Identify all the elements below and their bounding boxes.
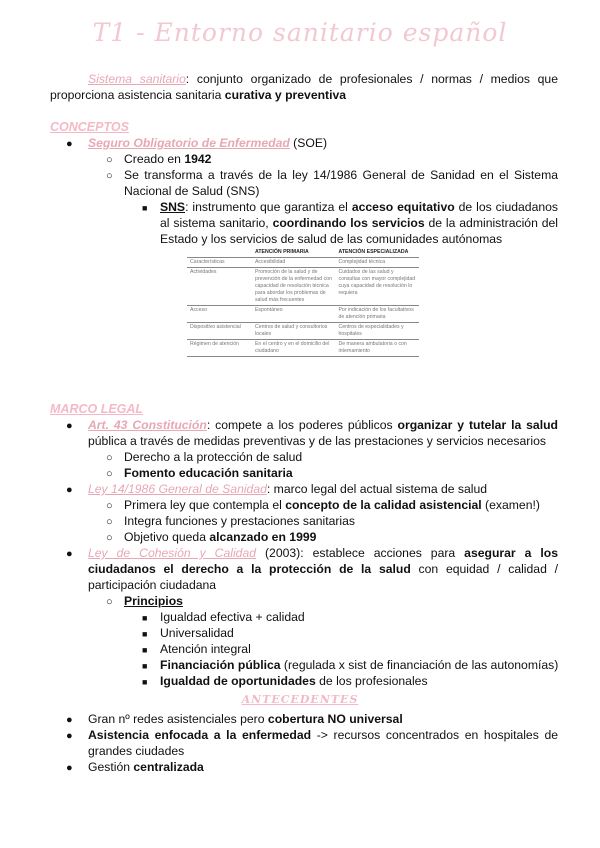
intro-line-1: Sistema sanitario: conjunto organizado de profesionales / normas / medios que [88, 72, 558, 86]
bullet-circle-icon: ○ [106, 500, 113, 512]
term-art43: Art. 43 Constitución [88, 418, 207, 432]
bullet-circle-icon: ○ [106, 596, 113, 608]
list-item-art43: Art. 43 Constitución: compete a los poderes públicos organizar y tutelar la salud [88, 418, 558, 432]
bullet-square-icon: ■ [142, 661, 148, 671]
table-cell: Centros de salud y consultorios locales [252, 323, 336, 340]
term-ley-cohesion: Ley de Cohesión y Calidad [88, 546, 257, 560]
term-sns: SNS [160, 200, 186, 214]
table-cell: De manera ambulatoria o con internamiento [335, 340, 419, 357]
term-soe: Seguro Obligatorio de Enfermedad [88, 136, 290, 150]
bullet-dot-icon: ● [66, 548, 73, 560]
list-item-sns-l3: Estado y los servicios de salud de las comunidades autónomas [160, 232, 503, 246]
table-cell: Espontáneo [252, 306, 336, 323]
bullet-circle-icon: ○ [106, 452, 113, 464]
table-cell: En el centro y en el domicilio del ciudadano [252, 340, 336, 357]
table-cell: Por indicación de los facultativos de atención primaria [335, 306, 419, 323]
table-cell: Régimen de atención [187, 340, 252, 357]
bullet-square-icon: ■ [142, 613, 148, 623]
table-header-row [187, 248, 419, 258]
list-item-cohesion-l3: participación ciudadana [88, 578, 217, 592]
list-item-principio-5: Igualdad de oportunidades de los profesionales [160, 674, 428, 688]
bullet-dot-icon: ● [66, 420, 73, 432]
list-item-cohesion-l2: ciudadanos el derecho a la protección de la salud con equidad / calidad / [88, 562, 558, 576]
table-row [187, 340, 419, 357]
list-item-cohesion: Ley de Cohesión y Calidad (2003): establece acciones para asegurar a los [88, 546, 558, 560]
list-item-transforma-cont: Nacional de Salud (SNS) [124, 184, 260, 198]
list-item-principio-4: Financiación pública (regulada x sist de financiación de las autonomías) [160, 658, 559, 672]
table-cell: Cuidados de las salud y consultas con mayor complejidad cuya capacidad de resolución lo requiera [335, 268, 419, 306]
bullet-dot-icon: ● [66, 484, 73, 496]
table-cell: Actividades [187, 268, 252, 306]
table-cell: Complejidad técnica [335, 258, 419, 268]
table-row [187, 323, 419, 340]
table-cell: Accesibilidad [252, 258, 336, 268]
table-header-cell: ATENCIÓN ESPECIALIZADA [335, 248, 419, 258]
bullet-circle-icon: ○ [106, 532, 113, 544]
list-item-fomento: Fomento educación sanitaria [124, 466, 293, 480]
bullet-square-icon: ■ [142, 203, 148, 213]
table-header-cell [187, 248, 252, 258]
table-row [187, 268, 419, 306]
section-heading-marco-legal: MARCO LEGAL [50, 402, 144, 416]
table-cell: Dispositivo asistencial [187, 323, 252, 340]
table-row [187, 306, 419, 323]
term-ley14: Ley 14/1986 General de Sanidad [88, 482, 267, 496]
bullet-square-icon: ■ [142, 629, 148, 639]
bullet-circle-icon: ○ [106, 468, 113, 480]
list-item-integra: Integra funciones y prestaciones sanitarias [124, 514, 356, 528]
intro-line-2: proporciona asistencia sanitaria curativa y preventiva [50, 88, 347, 102]
list-item-creado: Creado en 1942 [124, 152, 212, 166]
table-cell: Características [187, 258, 252, 268]
bullet-circle-icon: ○ [106, 170, 113, 182]
list-item-principio-3: Atención integral [160, 642, 251, 656]
sns-comparison-table [187, 248, 419, 357]
list-item-primera-ley: Primera ley que contempla el concepto de la calidad asistencial (examen!) [124, 498, 540, 512]
list-item-sns: SNS: instrumento que garantiza el acceso equitativo de los ciudadanos [160, 200, 558, 214]
list-item-principio-1: Igualdad efectiva + calidad [160, 610, 305, 624]
table-cell: Promoción de la salud y de prevención de la enfermedad con capacidad de resolución técnica para abordar los problemas de salud más frecuentes [252, 268, 336, 306]
list-item-objetivo: Objetivo queda alcanzado en 1999 [124, 530, 317, 544]
list-item-sns-l2: al sistema sanitario, coordinando los servicios de la administración del [160, 216, 558, 230]
list-item-antecedente-1: Gran nº redes asistenciales pero cobertura NO universal [88, 712, 403, 726]
list-item-soe: Seguro Obligatorio de Enfermedad (SOE) [88, 136, 328, 150]
list-item-antecedente-2: Asistencia enfocada a la enfermedad -> recursos concentrados en hospitales de [88, 728, 559, 742]
table-header-cell: ATENCIÓN PRIMARIA [252, 248, 336, 258]
list-item-derecho: Derecho a la protección de salud [124, 450, 303, 464]
subheading-principios: Principios [124, 594, 183, 608]
bullet-square-icon: ■ [142, 677, 148, 687]
list-item-principio-2: Universalidad [160, 626, 234, 640]
table-cell: Acceso [187, 306, 252, 323]
list-item-art43-l2: pública a través de medidas preventivas y de las prestaciones y servicios necesarios [88, 434, 546, 448]
page-title: T1 - Entorno sanitario español [92, 18, 508, 47]
list-item-transforma: Se transforma a través de la ley 14/1986 General de Sanidad en el Sistema [124, 168, 558, 182]
bullet-circle-icon: ○ [106, 154, 113, 166]
list-item-ley14: Ley 14/1986 General de Sanidad: marco legal del actual sistema de salud [88, 482, 488, 496]
table-row [187, 258, 419, 268]
bullet-square-icon: ■ [142, 645, 148, 655]
bullet-dot-icon: ● [66, 714, 73, 726]
bullet-dot-icon: ● [66, 762, 73, 774]
section-heading-antecedentes: ANTECEDENTES [241, 693, 359, 706]
table-cell: Centros de especialidades y hospitales [335, 323, 419, 340]
section-heading-conceptos: CONCEPTOS [50, 120, 129, 134]
bullet-dot-icon: ● [66, 730, 73, 742]
list-item-antecedente-3: Gestión centralizada [88, 760, 204, 774]
list-item-antecedente-2-cont: grandes ciudades [88, 744, 185, 758]
term-sistema-sanitario: Sistema sanitario [88, 72, 186, 86]
bullet-circle-icon: ○ [106, 516, 113, 528]
bullet-dot-icon: ● [66, 138, 73, 150]
